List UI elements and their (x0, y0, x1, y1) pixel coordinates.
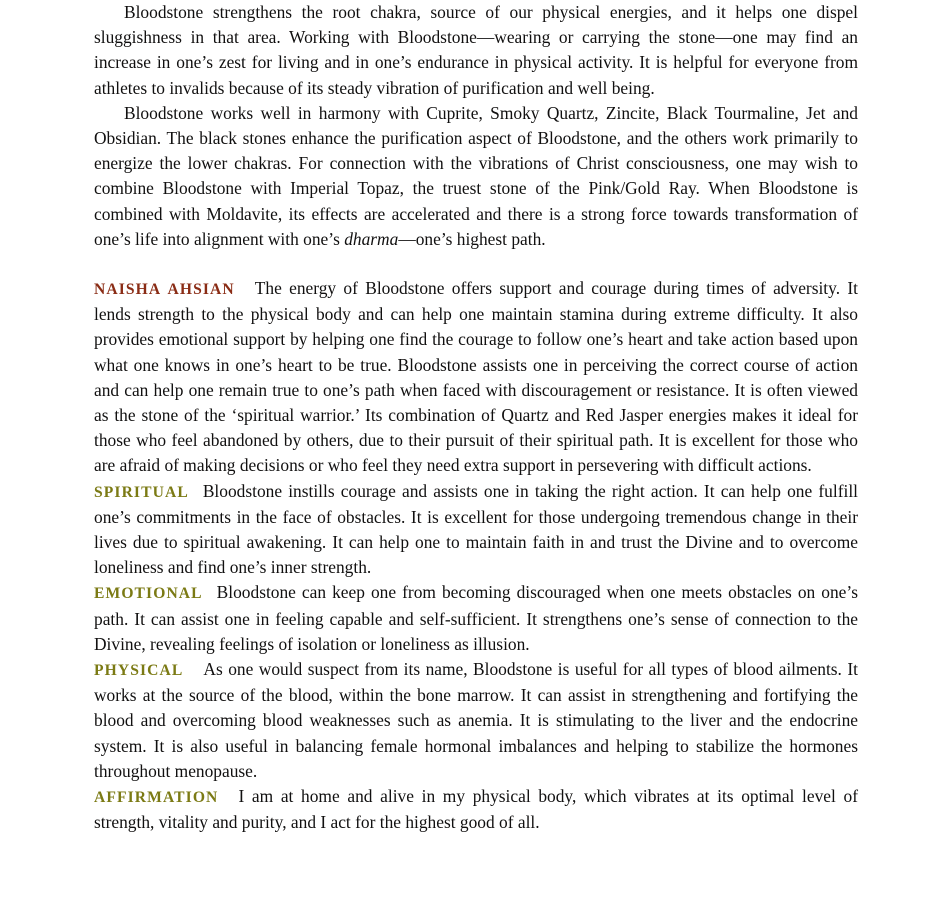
section-body-physical: As one would suspect from its name, Bloodstone is useful for all types of blood ailments. It works at the source of the blood, within the bone marrow. It can assist in strengthening and fortifying the blood and overcoming blood weaknesses such as anemia. It is stimulating to the liver and the endocrine system. It is also useful in balancing female hormonal imbalances and helping to stabilize the hormones throughout menopause. (94, 659, 858, 781)
paragraph-harmony-text-1: Bloodstone works well in harmony with Cuprite, Smoky Quartz, Zincite, Black Tourmaline, Jet and Obsidian. The black stones enhance the purification aspect of Bloodstone, and the others work primarily to energize the lower chakras. For connection with the vibrations of Christ consciousness, one may wish to combine Bloodstone with Imperial Topaz, the truest stone of the Pink/Gold Ray. When Bloodstone is combined with Moldavite, its effects are accelerated and there is a strong force towards transformation of one’s life into alignment with one’s (94, 102, 858, 249)
section-affirmation (94, 784, 858, 835)
section-heading-naisha-ahsian: NAISHA AHSIAN (94, 281, 235, 299)
paragraph-root-chakra: Bloodstone strengthens the root chakra, source of our physical energies, and it helps one dispel sluggishness in that area. Working with Bloodstone—wearing or carrying the stone—one may find an increase in one’s zest for living and in one’s endurance in physical activity. It is helpful for everyone from athletes to invalids because of its steady vibration of purification and well being. (94, 2, 858, 98)
section-heading-emotional: EMOTIONAL (94, 585, 203, 603)
section-spiritual (94, 479, 858, 581)
paragraph-harmony-text-2: —one’s highest path. (398, 228, 546, 249)
section-heading-physical: PHYSICAL (94, 662, 184, 680)
section-body-naisha-ahsian: The energy of Bloodstone offers support and courage during times of adversity. It lends strength to the physical body and can help one maintain stamina during extreme difficulty. It also provides emotional support by helping one find the courage to follow one’s heart and take action based upon what one knows in one’s heart to be true. Bloodstone assists one in perceiving the correct course of action and can help one remain true to one’s path when faced with discouragement or resistance. It is often viewed as the stone of the ‘spiritual warrior.’ Its combination of Quartz and Red Jasper energies makes it ideal for those who feel abandoned by others, due to their pursuit of their spiritual path. It is excellent for those who are afraid of making decisions or who feel they need extra support in persevering with difficult actions. (94, 278, 858, 476)
section-body-spiritual: Bloodstone instills courage and assists one in taking the right action. It can help one fulfill one’s commitments in the face of obstacles. It is excellent for those undergoing tremendous change in their lives due to spiritual awakening. It can help one to maintain faith in and trust the Divine and to overcome loneliness and find one’s inner strength. (94, 480, 858, 578)
section-naisha-ahsian (94, 276, 858, 479)
section-heading-spiritual: SPIRITUAL (94, 483, 189, 501)
section-emotional (94, 580, 858, 657)
section-heading-affirmation: AFFIRMATION (94, 789, 219, 807)
section-spacer (94, 252, 858, 276)
section-physical (94, 657, 858, 784)
paragraph-harmony-italic-dharma: dharma (344, 228, 399, 249)
section-body-affirmation: I am at home and alive in my physical body, which vibrates at its optimal level of strength, vitality and purity, and I act for the highest good of all. (94, 786, 858, 833)
paragraph-harmony (94, 101, 858, 252)
section-body-emotional: Bloodstone can keep one from becoming discouraged when one meets obstacles on one’s path. It can assist one in feeling capable and self-sufficient. It strengthens one’s sense of connection to the Divine, revealing feelings of isolation or loneliness as illusion. (94, 582, 858, 654)
